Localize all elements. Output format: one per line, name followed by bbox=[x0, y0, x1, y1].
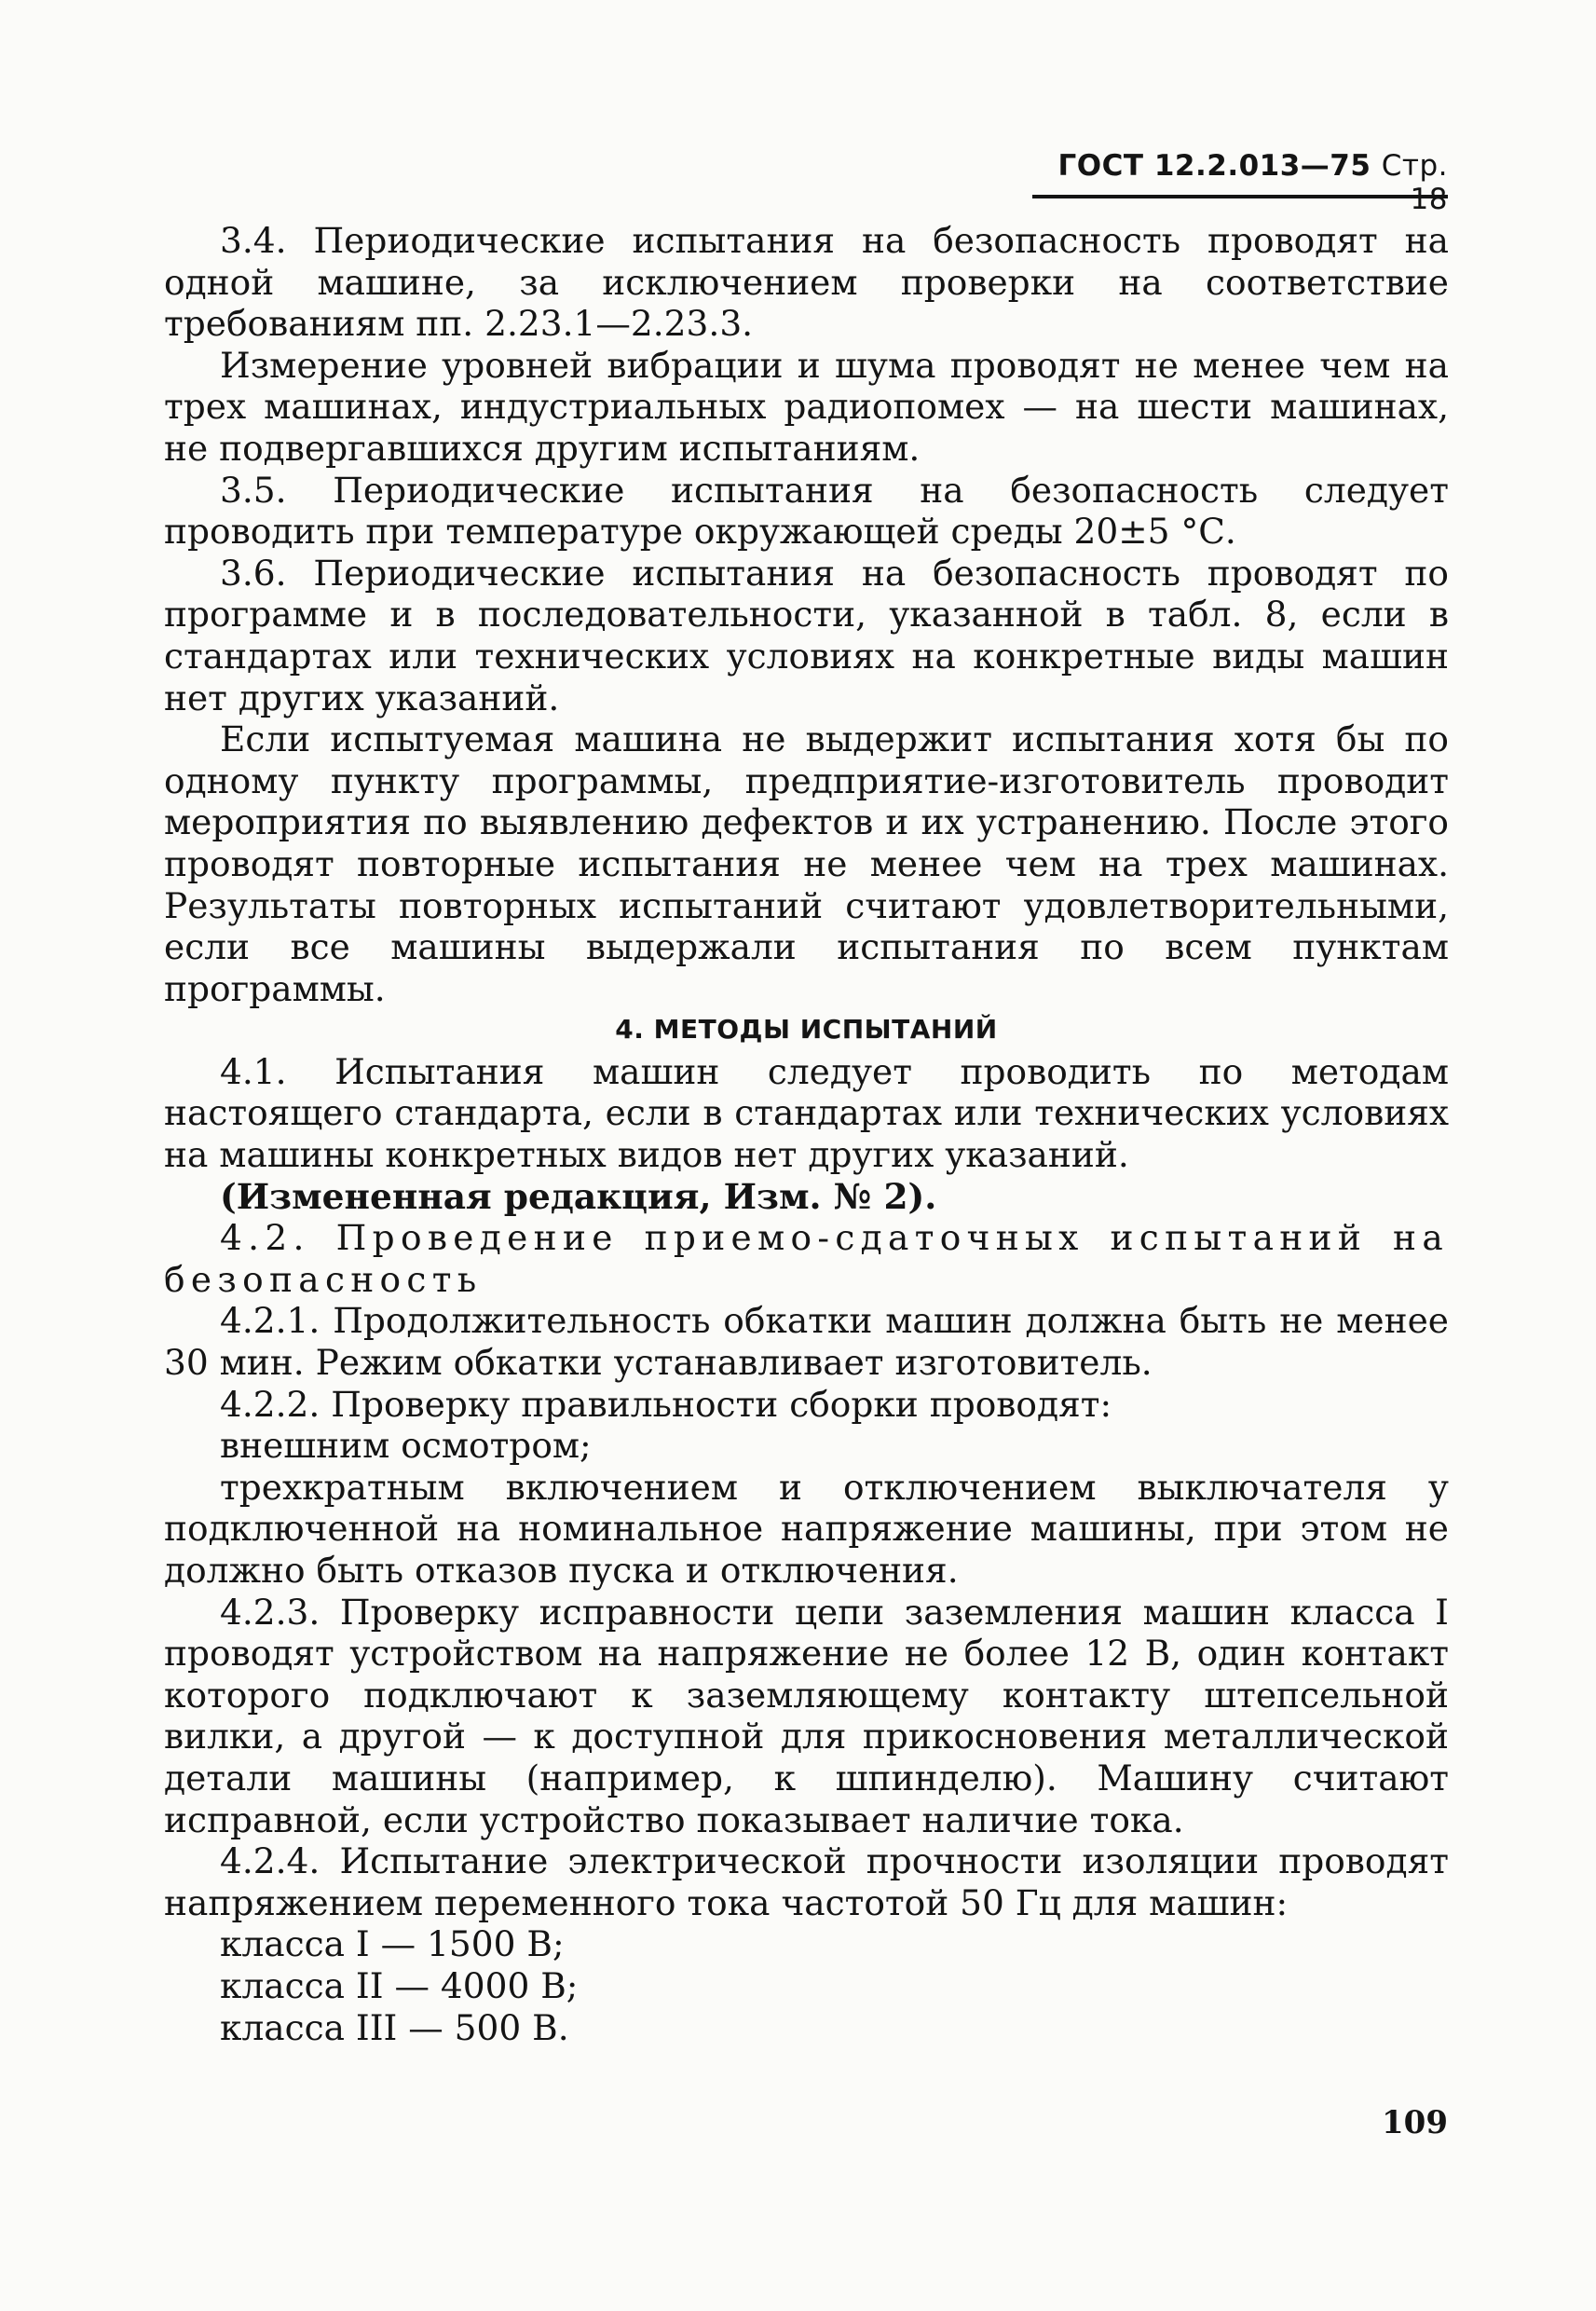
paragraph-4-2-4: 4.2.4. Испытание электрической прочности изоляции проводят напряжением переменного тока частотой 50 Гц для машин: bbox=[164, 1840, 1449, 1923]
page-header bbox=[1032, 149, 1448, 216]
page-number: 109 bbox=[1382, 2104, 1448, 2141]
standard-code: ГОСТ 12.2.013—75 bbox=[1057, 149, 1371, 183]
list-item-visual-inspection: внешним осмотром; bbox=[220, 1425, 592, 1467]
list-item-class-2: класса II — 4000 В; bbox=[220, 1964, 579, 2006]
paragraph-4-2-3: 4.2.3. Проверку исправности цепи заземления машин класса I проводят устройством на напряжение не более 12 В, один контакт которого подключают к заземляющему контакту штепсельной вилки, а другой — к доступной для прикосновения металлической детали машины (например, к шпинделю). Машину считают исправной, если устройство показывает наличие тока. bbox=[164, 1591, 1449, 1840]
paragraph-4-2-2: 4.2.2. Проверку правильности сборки проводят: bbox=[220, 1383, 1112, 1425]
list-item-class-3: класса III — 500 В. bbox=[220, 2006, 569, 2048]
paragraph-4-1: 4.1. Испытания машин следует проводить по методам настоящего стандарта, если в стандартах или технических условиях на машины конкретных видов нет других указаний. bbox=[164, 1050, 1449, 1176]
paragraph-retest: Если испытуемая машина не выдержит испытания хотя бы по одному пункту программы, предприятие-изготовитель проводит мероприятия по выявлению дефектов и их устранению. После этого проводят повторные испытания не менее чем на трех машинах. Результаты повторных испытаний считают удовлетворительными, если все машины выдержали испытания по всем пунктам программы. bbox=[164, 718, 1449, 1009]
paragraph-3-4: 3.4. Периодические испытания на безопасность проводят на одной машине, за исключением проверки на соответствие требованиям пп. 2.23.1—2.23.3. bbox=[164, 220, 1449, 345]
paragraph-3-6: 3.6. Периодические испытания на безопасность проводят по программе и в последовательности, указанной в табл. 8, если в стандартах или технических условиях на конкретные виды машин нет других указаний. bbox=[164, 552, 1449, 718]
document-body bbox=[164, 220, 1449, 2048]
list-item-triple-switching: трехкратным включением и отключением выключателя у подключенной на номинальное напряжение машины, при этом не должно быть отказов пуска и отключения. bbox=[164, 1466, 1449, 1591]
paragraph-4-2-1: 4.2.1. Продолжительность обкатки машин должна быть не менее 30 мин. Режим обкатки устанавливает изготовитель. bbox=[164, 1300, 1449, 1384]
subsection-heading-4-2: 4.2. Проведение приемо-сдаточных испытаний на безопасность bbox=[164, 1217, 1449, 1300]
page-label: Стр. 18 bbox=[1381, 149, 1448, 216]
paragraph-3-5: 3.5. Периодические испытания на безопасность следует проводить при температуре окружающей среды 20±5 °С. bbox=[164, 469, 1449, 553]
amendment-note: (Измененная редакция, Изм. № 2). bbox=[220, 1175, 937, 1217]
paragraph-vibration-noise: Измерение уровней вибрации и шума проводят не менее чем на трех машинах, индустриальных радиопомех — на шести машинах, не подвергавшихся другим испытаниям. bbox=[164, 344, 1449, 469]
header-rule bbox=[1032, 195, 1448, 198]
section-heading: 4. МЕТОДЫ ИСПЫТАНИЙ bbox=[615, 1014, 998, 1046]
list-item-class-1: класса I — 1500 В; bbox=[220, 1923, 565, 1965]
